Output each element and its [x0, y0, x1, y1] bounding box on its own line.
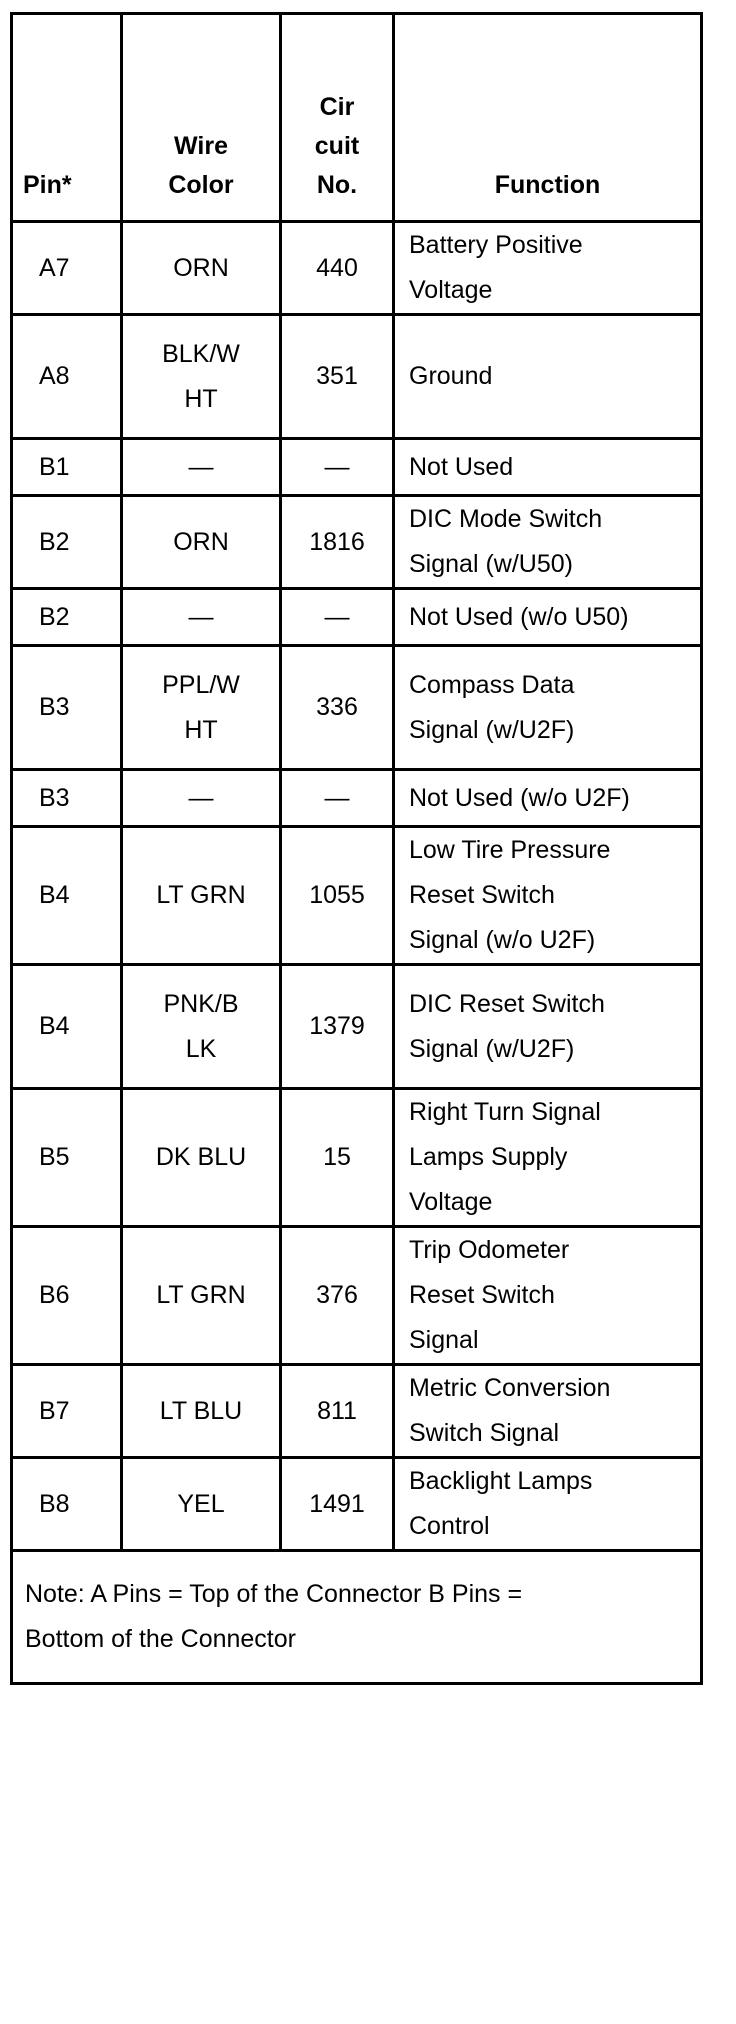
- wire-color-line: LT BLU: [159, 1396, 243, 1425]
- pin-cell: B3: [12, 646, 122, 770]
- function-cell: [394, 646, 702, 770]
- function-line: Lamps Supply: [409, 1143, 568, 1171]
- header-circuit-line: cuit: [314, 132, 360, 160]
- pin-cell: B5: [12, 1089, 122, 1227]
- function-line: Voltage: [409, 276, 493, 304]
- function-line: Voltage: [409, 1188, 493, 1216]
- wire-color-cell: [122, 770, 281, 827]
- table-row: [12, 1089, 702, 1227]
- connector-pinout-table: [10, 12, 703, 1685]
- pin-cell: B6: [12, 1227, 122, 1365]
- function-line: Reset Switch: [409, 881, 555, 909]
- wire-color-line: PPL/W: [162, 670, 240, 699]
- function-line: Signal: [409, 1326, 479, 1354]
- note-line: Note: A Pins = Top of the Connector B Pins =: [25, 1580, 523, 1608]
- wire-color-line: BLK/W: [162, 339, 240, 368]
- table-row: [12, 496, 702, 589]
- function-cell: [394, 496, 702, 589]
- table-row: [12, 439, 702, 496]
- pin-cell: B7: [12, 1365, 122, 1458]
- pin-cell: B2: [12, 589, 122, 646]
- table-row: [12, 1365, 702, 1458]
- function-line: Ground: [409, 362, 493, 390]
- function-line: Switch Signal: [409, 1419, 560, 1447]
- wire-color-cell: [122, 222, 281, 315]
- function-line: Signal (w/o U2F): [409, 926, 596, 954]
- table-row: [12, 965, 702, 1089]
- table-row: [12, 827, 702, 965]
- pin-cell: A7: [12, 222, 122, 315]
- pin-cell: B8: [12, 1458, 122, 1551]
- circuit-number-cell: 1816: [281, 496, 394, 589]
- wire-color-cell: [122, 646, 281, 770]
- wire-color-line: HT: [184, 715, 218, 744]
- function-cell: [394, 1089, 702, 1227]
- pin-cell: B1: [12, 439, 122, 496]
- wire-color-cell: [122, 496, 281, 589]
- connector-pinout-table-wrapper: [10, 12, 700, 1685]
- wire-color-line: —: [188, 783, 214, 812]
- circuit-number-cell: 1379: [281, 965, 394, 1089]
- note-line: Bottom of the Connector: [25, 1625, 296, 1653]
- wire-color-line: ORN: [173, 253, 229, 282]
- wire-color-cell: [122, 1227, 281, 1365]
- header-wire-color: [122, 14, 281, 222]
- circuit-number-cell: 811: [281, 1365, 394, 1458]
- function-line: Not Used: [409, 452, 514, 481]
- wire-color-line: LT GRN: [156, 881, 246, 909]
- function-cell: [394, 827, 702, 965]
- function-line: Right Turn Signal: [409, 1098, 601, 1126]
- circuit-number-cell: 351: [281, 315, 394, 439]
- table-row: [12, 770, 702, 827]
- wire-color-line: DK BLU: [155, 1143, 247, 1171]
- function-cell: [394, 770, 702, 827]
- function-cell: [394, 1365, 702, 1458]
- table-row: [12, 315, 702, 439]
- pin-cell: B2: [12, 496, 122, 589]
- header-wire-color-line: Wire: [174, 132, 228, 160]
- wire-color-line: —: [188, 452, 214, 481]
- table-row: [12, 1227, 702, 1365]
- table-row: [12, 646, 702, 770]
- function-cell: [394, 1458, 702, 1551]
- function-line: Reset Switch: [409, 1281, 555, 1309]
- circuit-number-cell: 1055: [281, 827, 394, 965]
- wire-color-cell: [122, 1365, 281, 1458]
- function-line: Compass Data: [409, 670, 575, 699]
- function-line: Control: [409, 1512, 490, 1540]
- function-cell: [394, 1227, 702, 1365]
- wire-color-line: LK: [185, 1034, 217, 1063]
- wire-color-cell: [122, 315, 281, 439]
- function-cell: [394, 965, 702, 1089]
- header-pin: Pin*: [12, 14, 122, 222]
- wire-color-cell: [122, 827, 281, 965]
- header-wire-color-line: Color: [168, 171, 234, 199]
- wire-color-cell: [122, 1089, 281, 1227]
- function-line: Not Used (w/o U50): [409, 602, 629, 631]
- function-cell: [394, 315, 702, 439]
- circuit-number-cell: —: [281, 589, 394, 646]
- table-row: [12, 222, 702, 315]
- pin-cell: B3: [12, 770, 122, 827]
- circuit-number-cell: —: [281, 439, 394, 496]
- wire-color-line: PNK/B: [163, 989, 239, 1018]
- header-circuit-no: [281, 14, 394, 222]
- pin-cell: B4: [12, 827, 122, 965]
- table-row: [12, 589, 702, 646]
- header-row: [12, 14, 702, 222]
- wire-color-cell: [122, 589, 281, 646]
- wire-color-line: YEL: [177, 1489, 225, 1518]
- function-line: Signal (w/U2F): [409, 1034, 575, 1063]
- function-cell: [394, 589, 702, 646]
- function-line: Battery Positive: [409, 231, 583, 259]
- header-circuit-line: No.: [316, 171, 358, 199]
- function-line: Backlight Lamps: [409, 1467, 593, 1495]
- header-function: Function: [394, 14, 702, 222]
- wire-color-line: HT: [184, 384, 218, 413]
- pin-cell: B4: [12, 965, 122, 1089]
- wire-color-cell: [122, 439, 281, 496]
- function-line: Trip Odometer: [409, 1236, 570, 1264]
- function-cell: [394, 222, 702, 315]
- note-cell: [12, 1551, 702, 1684]
- function-cell: [394, 439, 702, 496]
- pin-cell: A8: [12, 315, 122, 439]
- wire-color-line: LT GRN: [156, 1281, 246, 1309]
- circuit-number-cell: 440: [281, 222, 394, 315]
- wire-color-line: —: [188, 602, 214, 631]
- function-line: Metric Conversion: [409, 1374, 611, 1402]
- circuit-number-cell: 15: [281, 1089, 394, 1227]
- header-circuit-line: Cir: [319, 93, 355, 121]
- circuit-number-cell: 336: [281, 646, 394, 770]
- function-line: Not Used (w/o U2F): [409, 783, 630, 812]
- function-line: Low Tire Pressure: [409, 836, 611, 864]
- note-row: [12, 1551, 702, 1684]
- function-line: Signal (w/U50): [409, 550, 573, 578]
- circuit-number-cell: —: [281, 770, 394, 827]
- table-row: [12, 1458, 702, 1551]
- circuit-number-cell: 376: [281, 1227, 394, 1365]
- function-line: DIC Reset Switch: [409, 989, 605, 1018]
- wire-color-cell: [122, 1458, 281, 1551]
- wire-color-cell: [122, 965, 281, 1089]
- function-line: DIC Mode Switch: [409, 505, 603, 533]
- circuit-number-cell: 1491: [281, 1458, 394, 1551]
- wire-color-line: ORN: [173, 527, 229, 556]
- table-body: [12, 222, 702, 1551]
- function-line: Signal (w/U2F): [409, 715, 575, 744]
